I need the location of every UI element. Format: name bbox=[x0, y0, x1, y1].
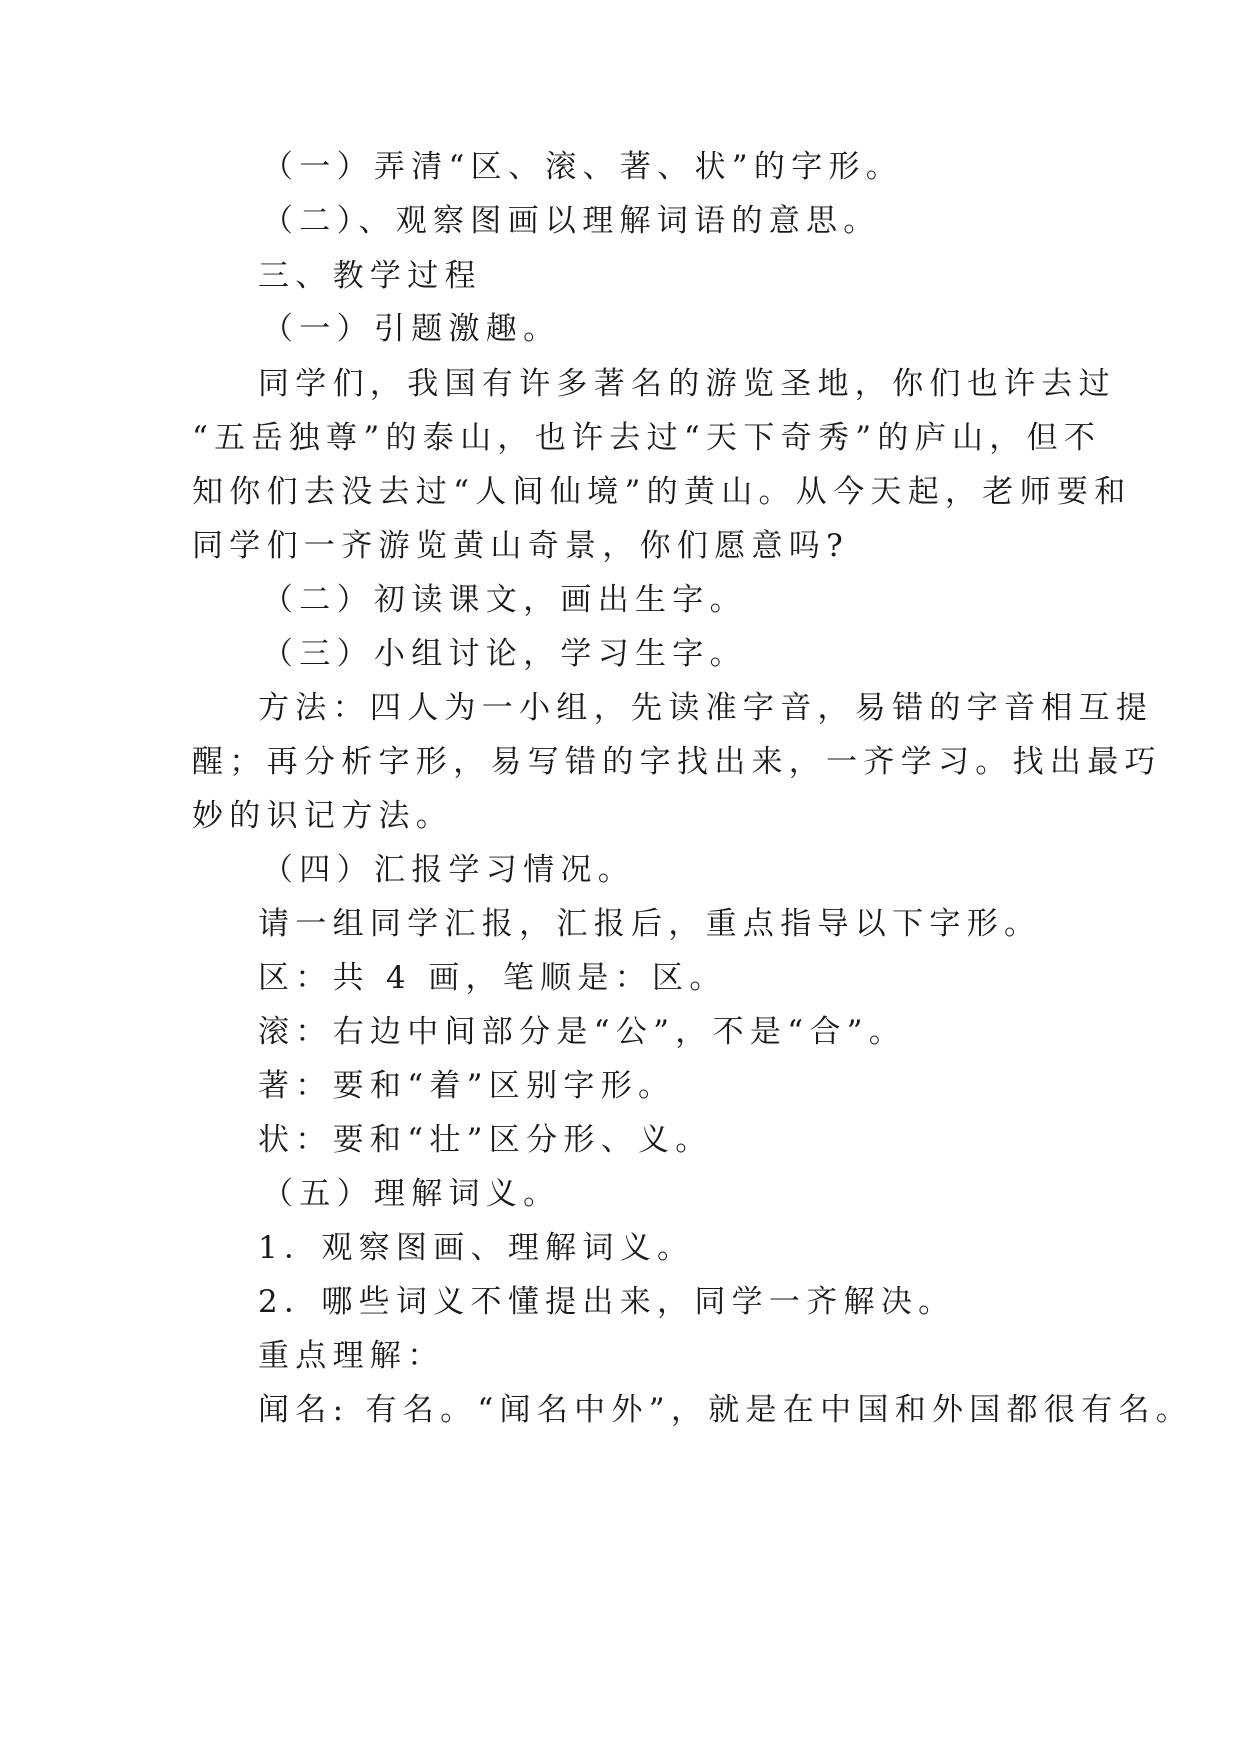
text-line-10: （三）小组讨论，学习生字。 bbox=[262, 636, 747, 672]
text-line-9: （二）初读课文，画出生字。 bbox=[262, 582, 747, 618]
text-line-7: 知你们去没去过“人间仙境”的黄山。从今天起，老师要和 bbox=[192, 474, 1132, 510]
text-line-17: 滚：右边中间部分是“公”，不是“合”。 bbox=[258, 1014, 907, 1050]
text-line-13: 妙的识记方法。 bbox=[192, 798, 454, 834]
text-line-20: （五）理解词义。 bbox=[262, 1176, 561, 1212]
text-line-24: 闻名: 有名。“闻名中外”，就是在中国和外国都很有名。 bbox=[258, 1392, 1194, 1428]
text-line-12: 醒；再分析字形，易写错的字找出来，一齐学习。找出最巧 bbox=[192, 744, 1162, 780]
text-line-8: 同学们一齐游览黄山奇景，你们愿意吗? bbox=[192, 528, 850, 564]
text-line-23: 重点理解： bbox=[258, 1338, 445, 1374]
text-line-18: 著：要和“着”区别字形。 bbox=[258, 1068, 676, 1104]
text-line-19: 状：要和“壮”区分形、义。 bbox=[258, 1122, 713, 1158]
text-line-15: 请一组同学汇报，汇报后，重点指导以下字形。 bbox=[258, 906, 1042, 942]
text-line-22: 2．哪些词义不懂提出来，同学一齐解决。 bbox=[258, 1284, 956, 1320]
text-line-6: “五岳独尊”的泰山，也许去过“天下奇秀”的庐山，但不 bbox=[192, 420, 1102, 456]
text-line-21: 1．观察图画、理解词义。 bbox=[258, 1230, 695, 1266]
text-line-5: 同学们，我国有许多著名的游览圣地，你们也许去过 bbox=[258, 366, 1116, 402]
text-line-2: （二）、观察图画以理解词语的意思。 bbox=[262, 203, 881, 239]
text-line-16: 区：共 4 画，笔顺是：区。 bbox=[258, 960, 727, 996]
text-line-1: （一）弄清“区、滚、著、状”的字形。 bbox=[262, 149, 904, 185]
section-heading: 三、教学过程 bbox=[258, 258, 482, 294]
text-line-14: （四）汇报学习情况。 bbox=[262, 852, 635, 888]
text-line-4: （一）引题激趣。 bbox=[262, 311, 561, 347]
text-line-11: 方法：四人为一小组，先读准字音，易错的字音相互提 bbox=[258, 690, 1154, 726]
